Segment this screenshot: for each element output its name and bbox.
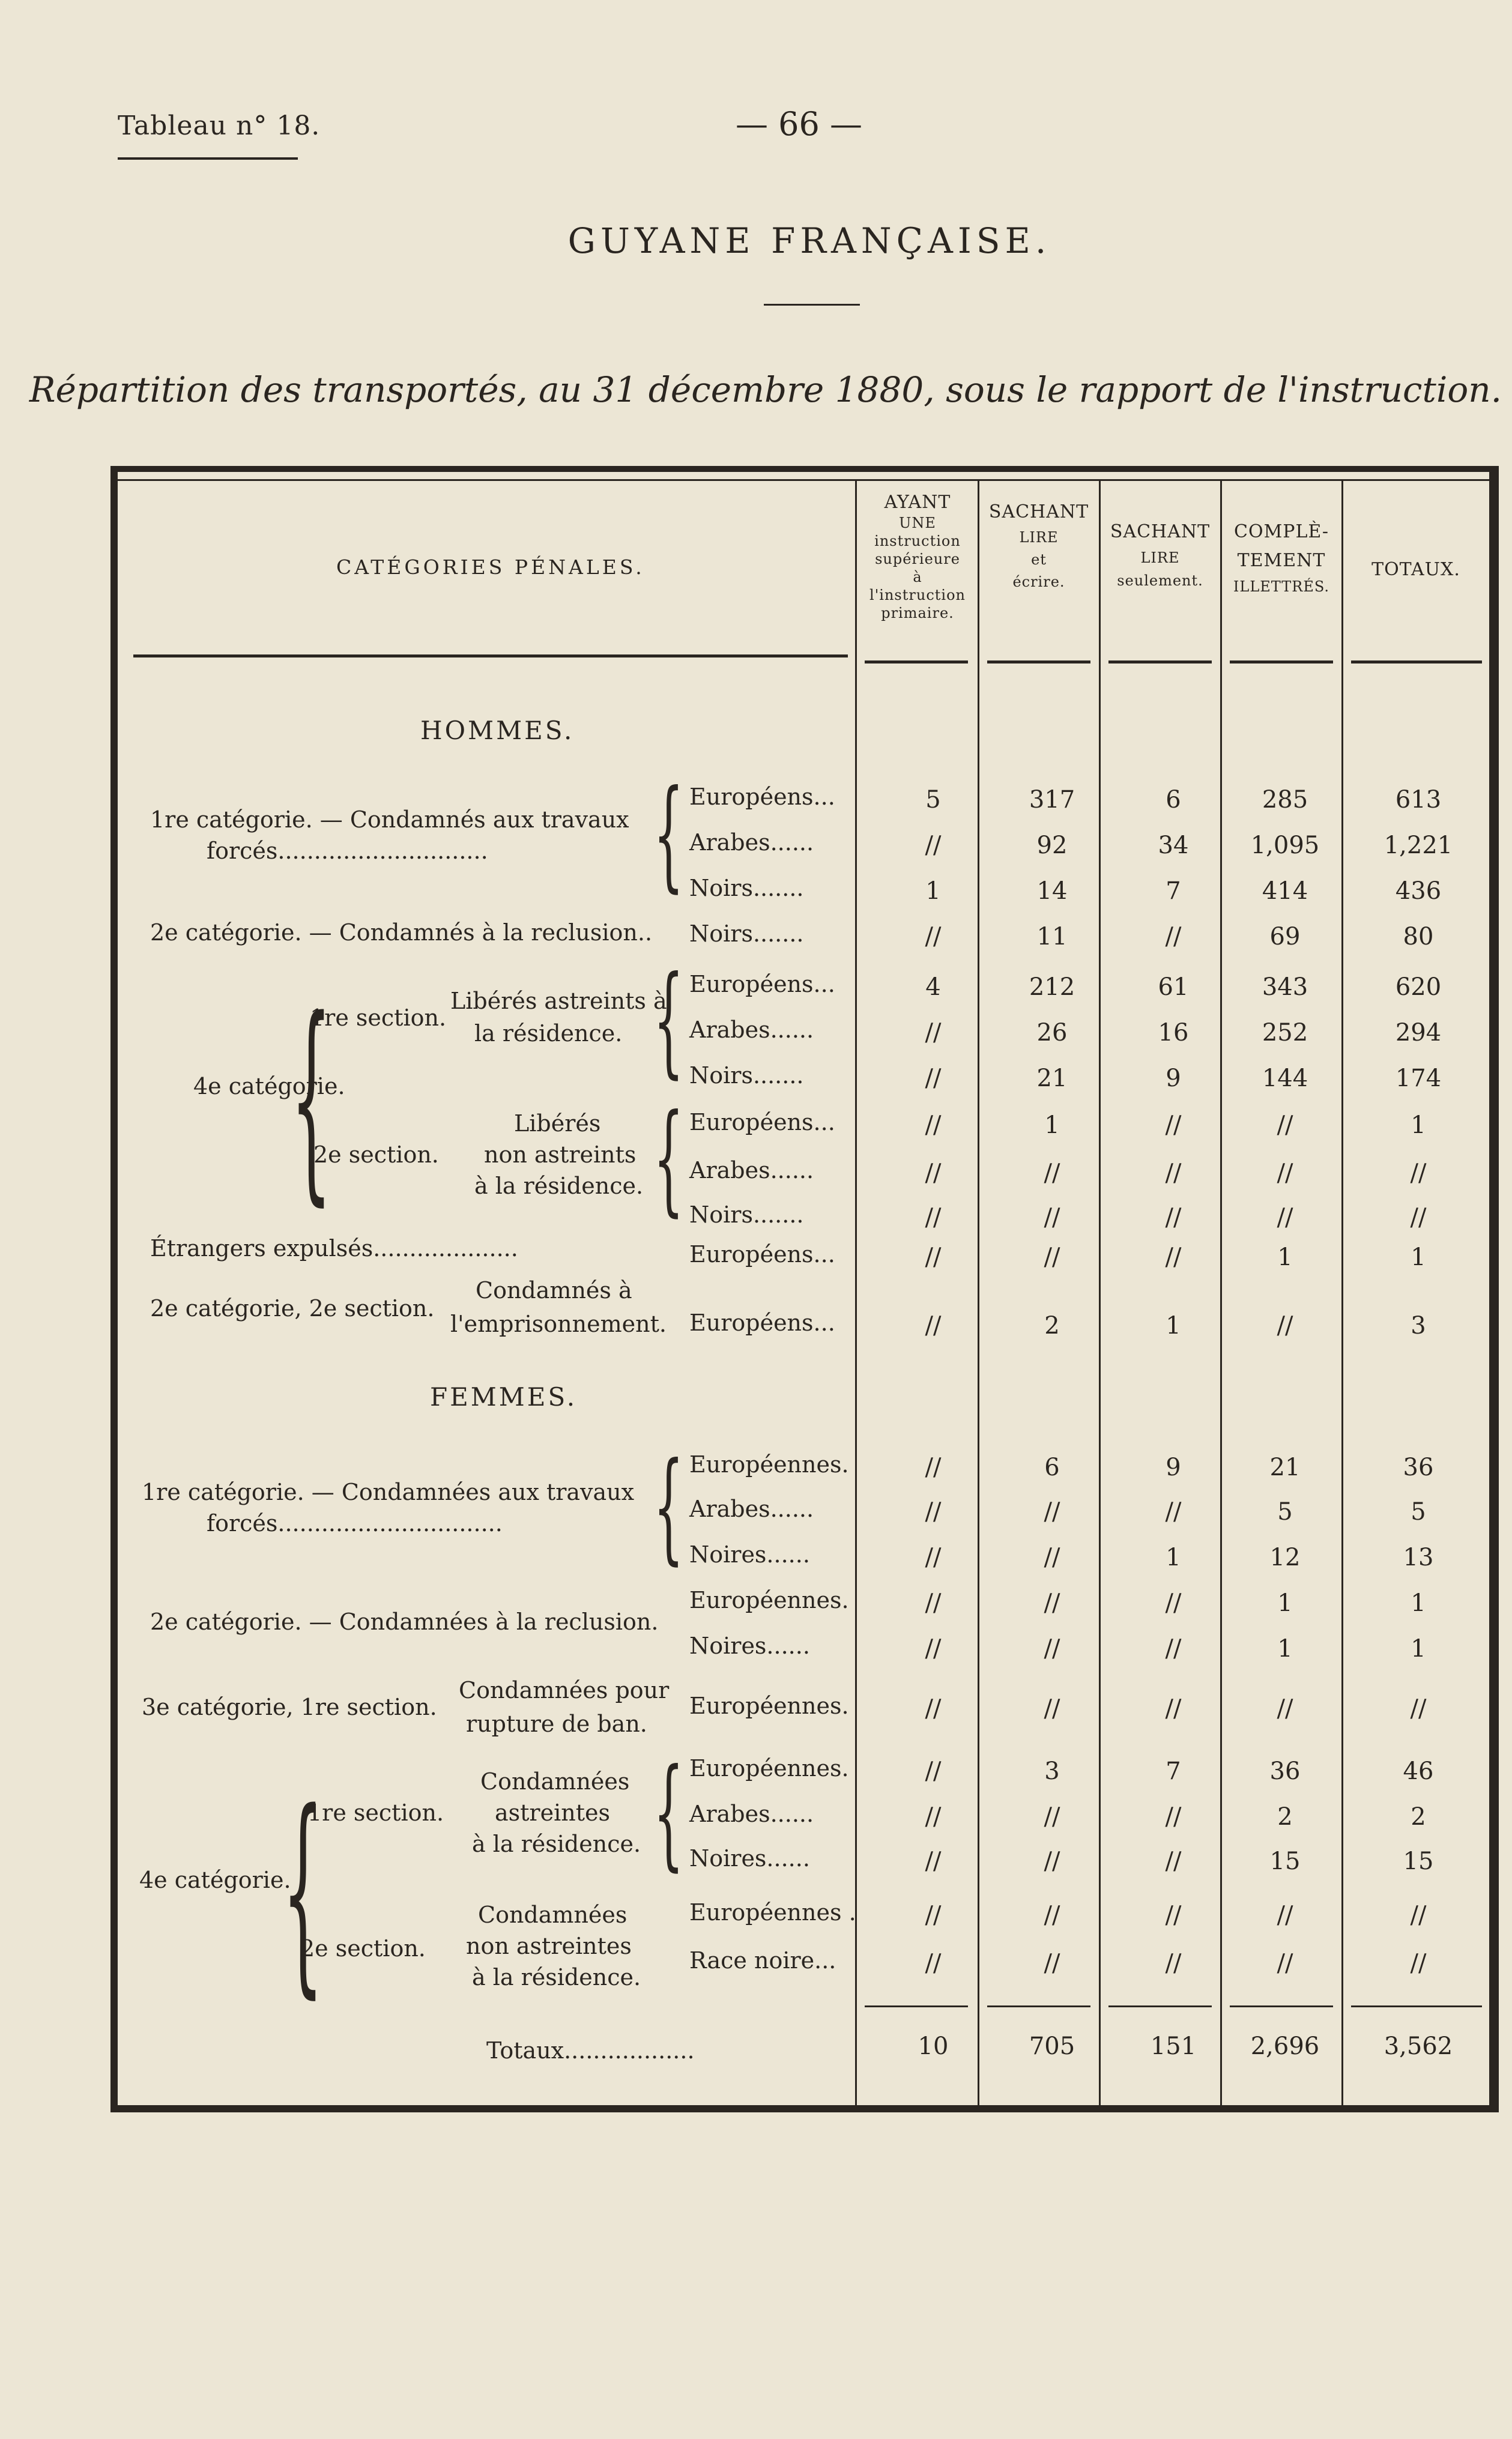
row-sublabel: Arabes...... xyxy=(689,1496,814,1522)
table-cell: // xyxy=(1277,1312,1293,1340)
table-cell: // xyxy=(1165,1950,1182,1977)
table-cell: // xyxy=(1410,1902,1427,1929)
row-label: 2e section. xyxy=(300,1935,426,1962)
row-sublabel: Noirs....... xyxy=(689,1062,804,1089)
table-cell: // xyxy=(1044,1848,1060,1875)
row-label: 1re section. xyxy=(310,1005,447,1031)
table-cell: // xyxy=(1044,1204,1060,1232)
table-cell: 1 xyxy=(1411,1635,1426,1663)
table-label: Tableau n° 18. xyxy=(118,110,321,141)
row-sublabel: Noires...... xyxy=(689,1633,810,1659)
table-cell: // xyxy=(1044,1244,1060,1271)
table-cell: // xyxy=(1277,1204,1293,1232)
table-cell: // xyxy=(1044,1803,1060,1831)
table-cell: // xyxy=(925,1019,942,1047)
table-cell: 144 xyxy=(1262,1065,1308,1092)
table-cell: 613 xyxy=(1395,786,1442,814)
table-cell: 6 xyxy=(1044,1454,1060,1481)
table-cell: 11 xyxy=(1036,923,1068,951)
row-sublabel: Arabes...... xyxy=(689,829,814,856)
table-cell: // xyxy=(1165,1159,1182,1187)
column-header-category: CATÉGORIES PÉNALES. xyxy=(336,555,645,579)
table-cell: // xyxy=(1044,1159,1060,1187)
table-cell: // xyxy=(1277,1950,1293,1977)
table-cell: 26 xyxy=(1036,1019,1068,1047)
row-sublabel: Européens... xyxy=(689,784,835,810)
brace: { xyxy=(282,1765,324,2017)
table-label-underline xyxy=(118,157,298,160)
totals-rule xyxy=(1230,2005,1333,2007)
table-cell: // xyxy=(1165,1803,1182,1831)
row-label: 1re catégorie. — Condamnés aux travaux xyxy=(150,806,629,833)
row-sublabel: Noires...... xyxy=(689,1845,810,1872)
table-cell: // xyxy=(1165,1244,1182,1271)
row-sublabel: Européennes. xyxy=(689,1755,849,1782)
table-cell: // xyxy=(925,1902,942,1929)
row-label: Libérés astreints à xyxy=(450,988,667,1014)
table-cell: // xyxy=(1165,1635,1182,1663)
header-rule xyxy=(987,660,1090,663)
row-label: rupture de ban. xyxy=(466,1711,647,1737)
table-border-left xyxy=(110,466,118,2112)
table-cell: 212 xyxy=(1029,973,1075,1001)
row-sublabel: Européens... xyxy=(689,1310,835,1336)
table-cell: // xyxy=(1165,1902,1182,1929)
row-sublabel: Européennes. xyxy=(689,1451,849,1478)
row-label: astreintes xyxy=(495,1800,610,1826)
table-cell: // xyxy=(1044,1950,1060,1977)
table-cell: // xyxy=(925,923,942,951)
table-cell: 1 xyxy=(1277,1589,1293,1617)
table-cell: 1 xyxy=(1166,1312,1181,1340)
row-sublabel: Race noire... xyxy=(689,1947,836,1974)
row-label: 2e catégorie. — Condamnés à la reclusion.. xyxy=(150,919,653,946)
table-cell: // xyxy=(925,1803,942,1831)
table-cell: // xyxy=(1044,1544,1060,1571)
row-label: 2e catégorie, 2e section. xyxy=(150,1295,435,1322)
row-label: forcés............................... xyxy=(207,1510,503,1537)
table-cell: 1 xyxy=(1411,1244,1426,1271)
brace: { xyxy=(653,951,684,1090)
totals-rule xyxy=(987,2005,1090,2007)
column-header-lire-ecrire: SACHANT LIRE et écrire. xyxy=(988,501,1089,590)
table-cell: 69 xyxy=(1269,923,1301,951)
total-cell: 705 xyxy=(1029,2032,1075,2060)
total-cell: 10 xyxy=(918,2032,949,2060)
row-label: Condamnées xyxy=(478,1902,627,1928)
table-cell: // xyxy=(925,1244,942,1271)
row-sublabel: Noirs....... xyxy=(689,1201,804,1228)
table-cell: // xyxy=(1165,1589,1182,1617)
table-cell: // xyxy=(925,1454,942,1481)
table-cell: 317 xyxy=(1029,786,1075,814)
table-cell: 36 xyxy=(1269,1757,1301,1785)
table-cell: 9 xyxy=(1166,1454,1181,1481)
table-cell: 1 xyxy=(925,877,941,905)
table-cell: // xyxy=(925,1950,942,1977)
table-cell: // xyxy=(1410,1950,1427,1977)
table-cell: 7 xyxy=(1166,1757,1181,1785)
table-cell: 1 xyxy=(1411,1111,1426,1139)
table-cell: 21 xyxy=(1036,1065,1068,1092)
table-cell: 252 xyxy=(1262,1019,1308,1047)
totals-rule xyxy=(1108,2005,1212,2007)
table-cell: // xyxy=(925,1589,942,1617)
row-sublabel: Européens... xyxy=(689,1241,835,1268)
column-header-lire-seulement: SACHANT LIRE seulement. xyxy=(1110,521,1211,590)
table-cell: 1 xyxy=(1277,1635,1293,1663)
table-cell: 294 xyxy=(1395,1019,1442,1047)
table-cell: 1,095 xyxy=(1250,832,1320,859)
row-label: forcés............................. xyxy=(207,838,488,864)
table-cell: 21 xyxy=(1269,1454,1301,1481)
row-sublabel: Arabes...... xyxy=(689,1801,814,1827)
table-cell: 2 xyxy=(1044,1312,1060,1340)
row-label: 2e catégorie. — Condamnées à la reclusion. xyxy=(150,1609,659,1635)
page-title: GUYANE FRANÇAISE. xyxy=(567,220,1051,261)
table-cell: 1 xyxy=(1277,1244,1293,1271)
table-cell: // xyxy=(925,1065,942,1092)
row-label: 4e catégorie. xyxy=(193,1073,345,1099)
page-number: — 66 — xyxy=(736,105,863,143)
table-cell: // xyxy=(1165,923,1182,951)
table-cell: // xyxy=(925,1635,942,1663)
table-cell: 1 xyxy=(1411,1589,1426,1617)
row-label: à la résidence. xyxy=(474,1173,644,1199)
table-cell: // xyxy=(1044,1902,1060,1929)
table-cell: 34 xyxy=(1158,832,1189,859)
table-cell: 5 xyxy=(925,786,941,814)
row-label: 2e section. xyxy=(313,1141,439,1168)
table-cell: 36 xyxy=(1403,1454,1434,1481)
section-hommes: HOMMES. xyxy=(420,716,575,745)
table-cell: 414 xyxy=(1262,877,1308,905)
table-cell: // xyxy=(1410,1695,1427,1723)
row-label: à la résidence. xyxy=(472,1831,641,1857)
table-cell: // xyxy=(1277,1159,1293,1187)
row-label: 1re catégorie. — Condamnées aux travaux xyxy=(142,1479,635,1505)
table-border-right xyxy=(1489,466,1499,2112)
row-sublabel: Arabes...... xyxy=(689,1157,814,1183)
table-cell: // xyxy=(1277,1902,1293,1929)
totals-rule xyxy=(865,2005,968,2007)
header-rule xyxy=(133,654,848,657)
table-cell: 15 xyxy=(1403,1848,1434,1875)
brace: { xyxy=(653,1089,684,1229)
table-cell: 7 xyxy=(1166,877,1181,905)
totals-label: Totaux.................. xyxy=(486,2037,695,2064)
table-cell: // xyxy=(1044,1589,1060,1617)
table-inner-top xyxy=(118,479,1489,481)
table-cell: 6 xyxy=(1166,786,1181,814)
table-cell: // xyxy=(1165,1498,1182,1526)
table-cell: // xyxy=(1410,1204,1427,1232)
table-cell: 174 xyxy=(1395,1065,1442,1092)
page-subtitle: Répartition des transportés, au 31 décembre 1880, sous le rapport de l'instruction. xyxy=(29,369,1502,410)
table-border-top xyxy=(118,466,1499,472)
table-cell: // xyxy=(925,1204,942,1232)
row-sublabel: Noirs....... xyxy=(689,875,804,901)
row-label: la résidence. xyxy=(474,1020,623,1047)
table-cell: 9 xyxy=(1166,1065,1181,1092)
table-cell: 12 xyxy=(1269,1544,1301,1571)
table-cell: 5 xyxy=(1411,1498,1426,1526)
row-label: Condamnées xyxy=(480,1768,630,1795)
table-cell: 14 xyxy=(1036,877,1068,905)
table-cell: // xyxy=(925,1848,942,1875)
table-cell: 16 xyxy=(1158,1019,1189,1047)
table-border-bottom xyxy=(110,2105,1499,2112)
table-cell: // xyxy=(1044,1635,1060,1663)
table-cell: // xyxy=(925,1498,942,1526)
header-rule xyxy=(1351,660,1482,663)
row-sublabel: Européennes. xyxy=(689,1693,849,1719)
table-cell: 343 xyxy=(1262,973,1308,1001)
row-sublabel: Noirs....... xyxy=(689,920,804,947)
title-rule xyxy=(764,304,860,306)
table-cell: // xyxy=(1165,1111,1182,1139)
table-cell: 61 xyxy=(1158,973,1189,1001)
table-cell: // xyxy=(925,1312,942,1340)
table-cell: 2 xyxy=(1277,1803,1293,1831)
section-femmes: FEMMES. xyxy=(430,1382,578,1412)
total-cell: 2,696 xyxy=(1250,2032,1320,2060)
brace: { xyxy=(653,1437,684,1577)
row-sublabel: Européennes . xyxy=(689,1899,856,1926)
table-cell: 46 xyxy=(1403,1757,1434,1785)
table-cell: // xyxy=(925,1544,942,1571)
table-cell: // xyxy=(1044,1498,1060,1526)
brace: { xyxy=(291,973,332,1224)
column-header-instruction: AYANT UNE instruction supérieure à l'instruction primaire. xyxy=(869,492,966,621)
totals-rule xyxy=(1351,2005,1482,2007)
table-cell: // xyxy=(925,1159,942,1187)
table-cell: // xyxy=(925,1757,942,1785)
table-cell: 13 xyxy=(1403,1544,1434,1571)
table-cell: 2 xyxy=(1411,1803,1426,1831)
row-label: Condamnées pour xyxy=(459,1677,670,1703)
row-label: non astreintes xyxy=(466,1933,632,1959)
row-label: à la résidence. xyxy=(472,1964,641,1990)
row-sublabel: Noires...... xyxy=(689,1541,810,1568)
row-label: l'emprisonnement. xyxy=(450,1311,667,1337)
column-header-totaux: TOTAUX. xyxy=(1371,559,1460,580)
table-cell: 285 xyxy=(1262,786,1308,814)
brace: { xyxy=(653,1743,684,1883)
table-cell: 1 xyxy=(1166,1544,1181,1571)
table-cell: 3 xyxy=(1411,1312,1426,1340)
header-rule xyxy=(865,660,968,663)
table-cell: // xyxy=(1044,1695,1060,1723)
table-cell: 436 xyxy=(1395,877,1442,905)
table-cell: 1 xyxy=(1044,1111,1060,1139)
row-label: Libérés xyxy=(514,1110,601,1137)
table-cell: // xyxy=(1277,1111,1293,1139)
table-cell: 620 xyxy=(1395,973,1442,1001)
row-label: Condamnés à xyxy=(476,1277,632,1304)
column-divider xyxy=(855,480,857,2105)
table-cell: 1,221 xyxy=(1383,832,1453,859)
table-cell: 92 xyxy=(1036,832,1068,859)
table-cell: 15 xyxy=(1269,1848,1301,1875)
row-label: 1re section. xyxy=(307,1800,444,1826)
row-sublabel: Européens... xyxy=(689,971,835,997)
table-cell: 4 xyxy=(925,973,941,1001)
table-cell: 3 xyxy=(1044,1757,1060,1785)
table-cell: // xyxy=(925,1111,942,1139)
row-label: 4e catégorie. xyxy=(139,1867,291,1893)
brace: { xyxy=(653,764,684,904)
row-sublabel: Européennes. xyxy=(689,1587,849,1613)
table-cell: // xyxy=(1277,1695,1293,1723)
header-rule xyxy=(1230,660,1333,663)
table-cell: // xyxy=(1165,1848,1182,1875)
table-cell: // xyxy=(1165,1695,1182,1723)
total-cell: 3,562 xyxy=(1383,2032,1453,2060)
row-label: Étrangers expulsés.................... xyxy=(150,1235,518,1262)
row-label: 3e catégorie, 1re section. xyxy=(142,1694,437,1720)
column-header-illettres: COMPLÈ- TEMENT ILLETTRÉS. xyxy=(1233,521,1330,595)
table-cell: // xyxy=(1165,1204,1182,1232)
row-label: non astreints xyxy=(484,1141,637,1168)
table-cell: // xyxy=(1410,1159,1427,1187)
table-cell: // xyxy=(925,832,942,859)
row-sublabel: Européens... xyxy=(689,1109,835,1135)
table-cell: 80 xyxy=(1403,923,1434,951)
total-cell: 151 xyxy=(1150,2032,1197,2060)
row-sublabel: Arabes...... xyxy=(689,1017,814,1043)
table-cell: // xyxy=(925,1695,942,1723)
header-rule xyxy=(1108,660,1212,663)
table-cell: 5 xyxy=(1277,1498,1293,1526)
